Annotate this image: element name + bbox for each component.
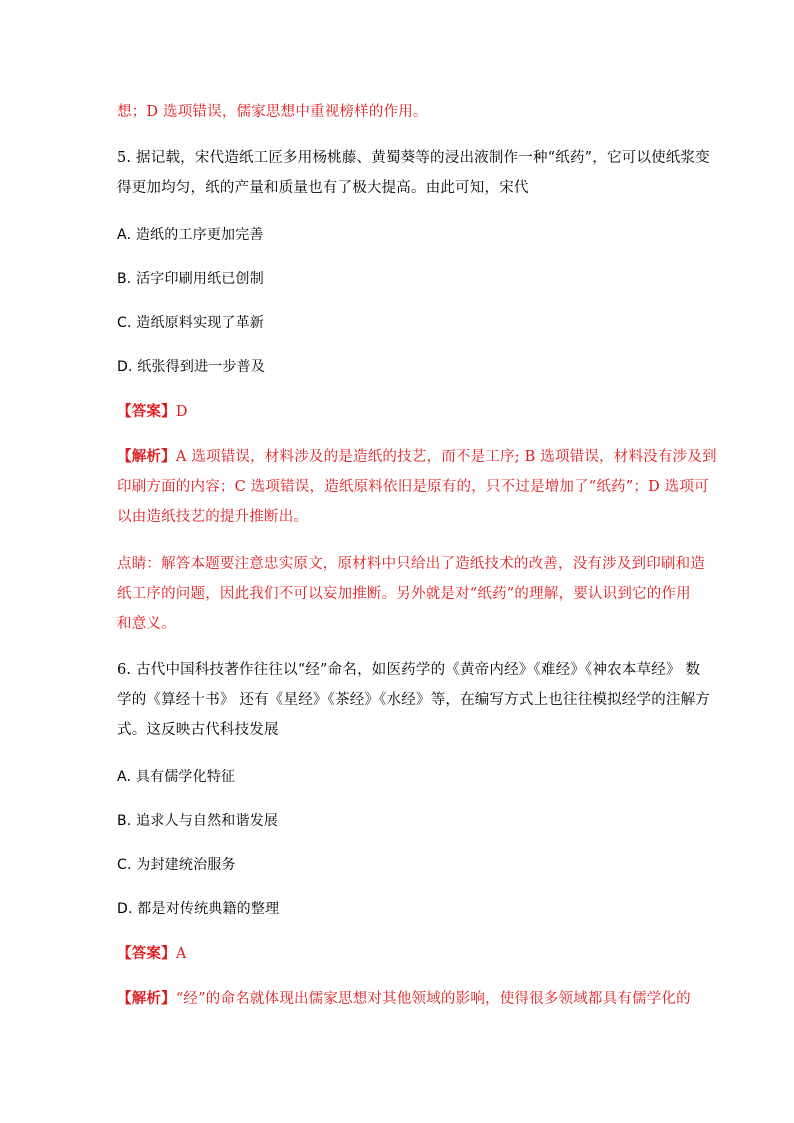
q5-analysis-line-2: 印刷方面的内容；C 选项错误，造纸原料依旧是原有的，只不过是增加了“纸药”；D 选项可 [117,479,709,495]
q5-option-c: C. 造纸原料实现了革新 [117,315,265,331]
q5-option-b: B. 活字印刷用纸已创制 [117,271,264,287]
q6-analysis-label: 【解析】 [117,990,176,1007]
q6-answer [117,945,687,963]
q5-stem-line-1: 5. 据记载，宋代造纸工匠多用杨桃藤、黄蜀葵等的浸出液制作一种“纸药”，它可以使纸浆变 [117,150,710,166]
q5-answer-value: D [175,404,188,420]
q5-tip-line-3: 和意义。 [117,616,176,632]
q5-analysis-text-1: A 选项错误，材料涉及的是造纸的技艺，而不是工序; B 选项错误，材料没有涉及到 [175,449,717,465]
q6-stem-line-3: 式。这反映古代科技发展 [117,722,279,738]
q5-tip-line-1: 点睛：解答本题要注意忠实原文，原材料中只给出了造纸技术的改善，没有涉及到印刷和造 [117,556,705,572]
q6-stem-line-2: 学的《算经十书》 还有《星经》《茶经》《水经》等，在编写方式上也往往模拟经学的注解方 [117,692,711,708]
q5-option-d: D. 纸张得到进一步普及 [117,359,266,375]
q6-option-d: D. 都是对传统典籍的整理 [117,901,280,917]
q5-analysis-line-1 [117,448,717,466]
q5-answer [117,403,687,421]
q5-analysis-label: 【解析】 [117,448,176,465]
q6-option-b: B. 追求人与自然和谐发展 [117,813,279,829]
q6-answer-label: 【答案】 [117,945,176,962]
previous-analysis-tail: 想；D 选项错误，儒家思想中重视榜样的作用。 [117,104,428,120]
q5-option-a: A. 造纸的工序更加完善 [117,227,264,243]
q5-tip-line-2: 纸工序的问题，因此我们不可以妄加推断。另外就是对“纸药”的理解，要认识到它的作用 [117,586,691,602]
q5-stem-line-2: 得更加均匀，纸的产量和质量也有了极大提高。由此可知，宋代 [117,180,529,196]
q6-option-a: A. 具有儒学化特征 [117,769,236,785]
q5-answer-label: 【答案】 [117,403,176,420]
q6-answer-value: A [175,946,187,962]
q6-option-c: C. 为封建统治服务 [117,857,236,873]
q6-analysis-line-1 [117,990,691,1008]
q6-stem-line-1: 6. 古代中国科技著作往往以“经”命名，如医药学的《黄帝内经》《难经》《神农本草经》 数 [117,662,701,678]
q6-analysis-text-1: “经”的命名就体现出儒家思想对其他领域的影响，使得很多领域都具有儒学化的 [175,991,691,1007]
q5-analysis-line-3: 以由造纸技艺的提升推断出。 [117,509,309,525]
